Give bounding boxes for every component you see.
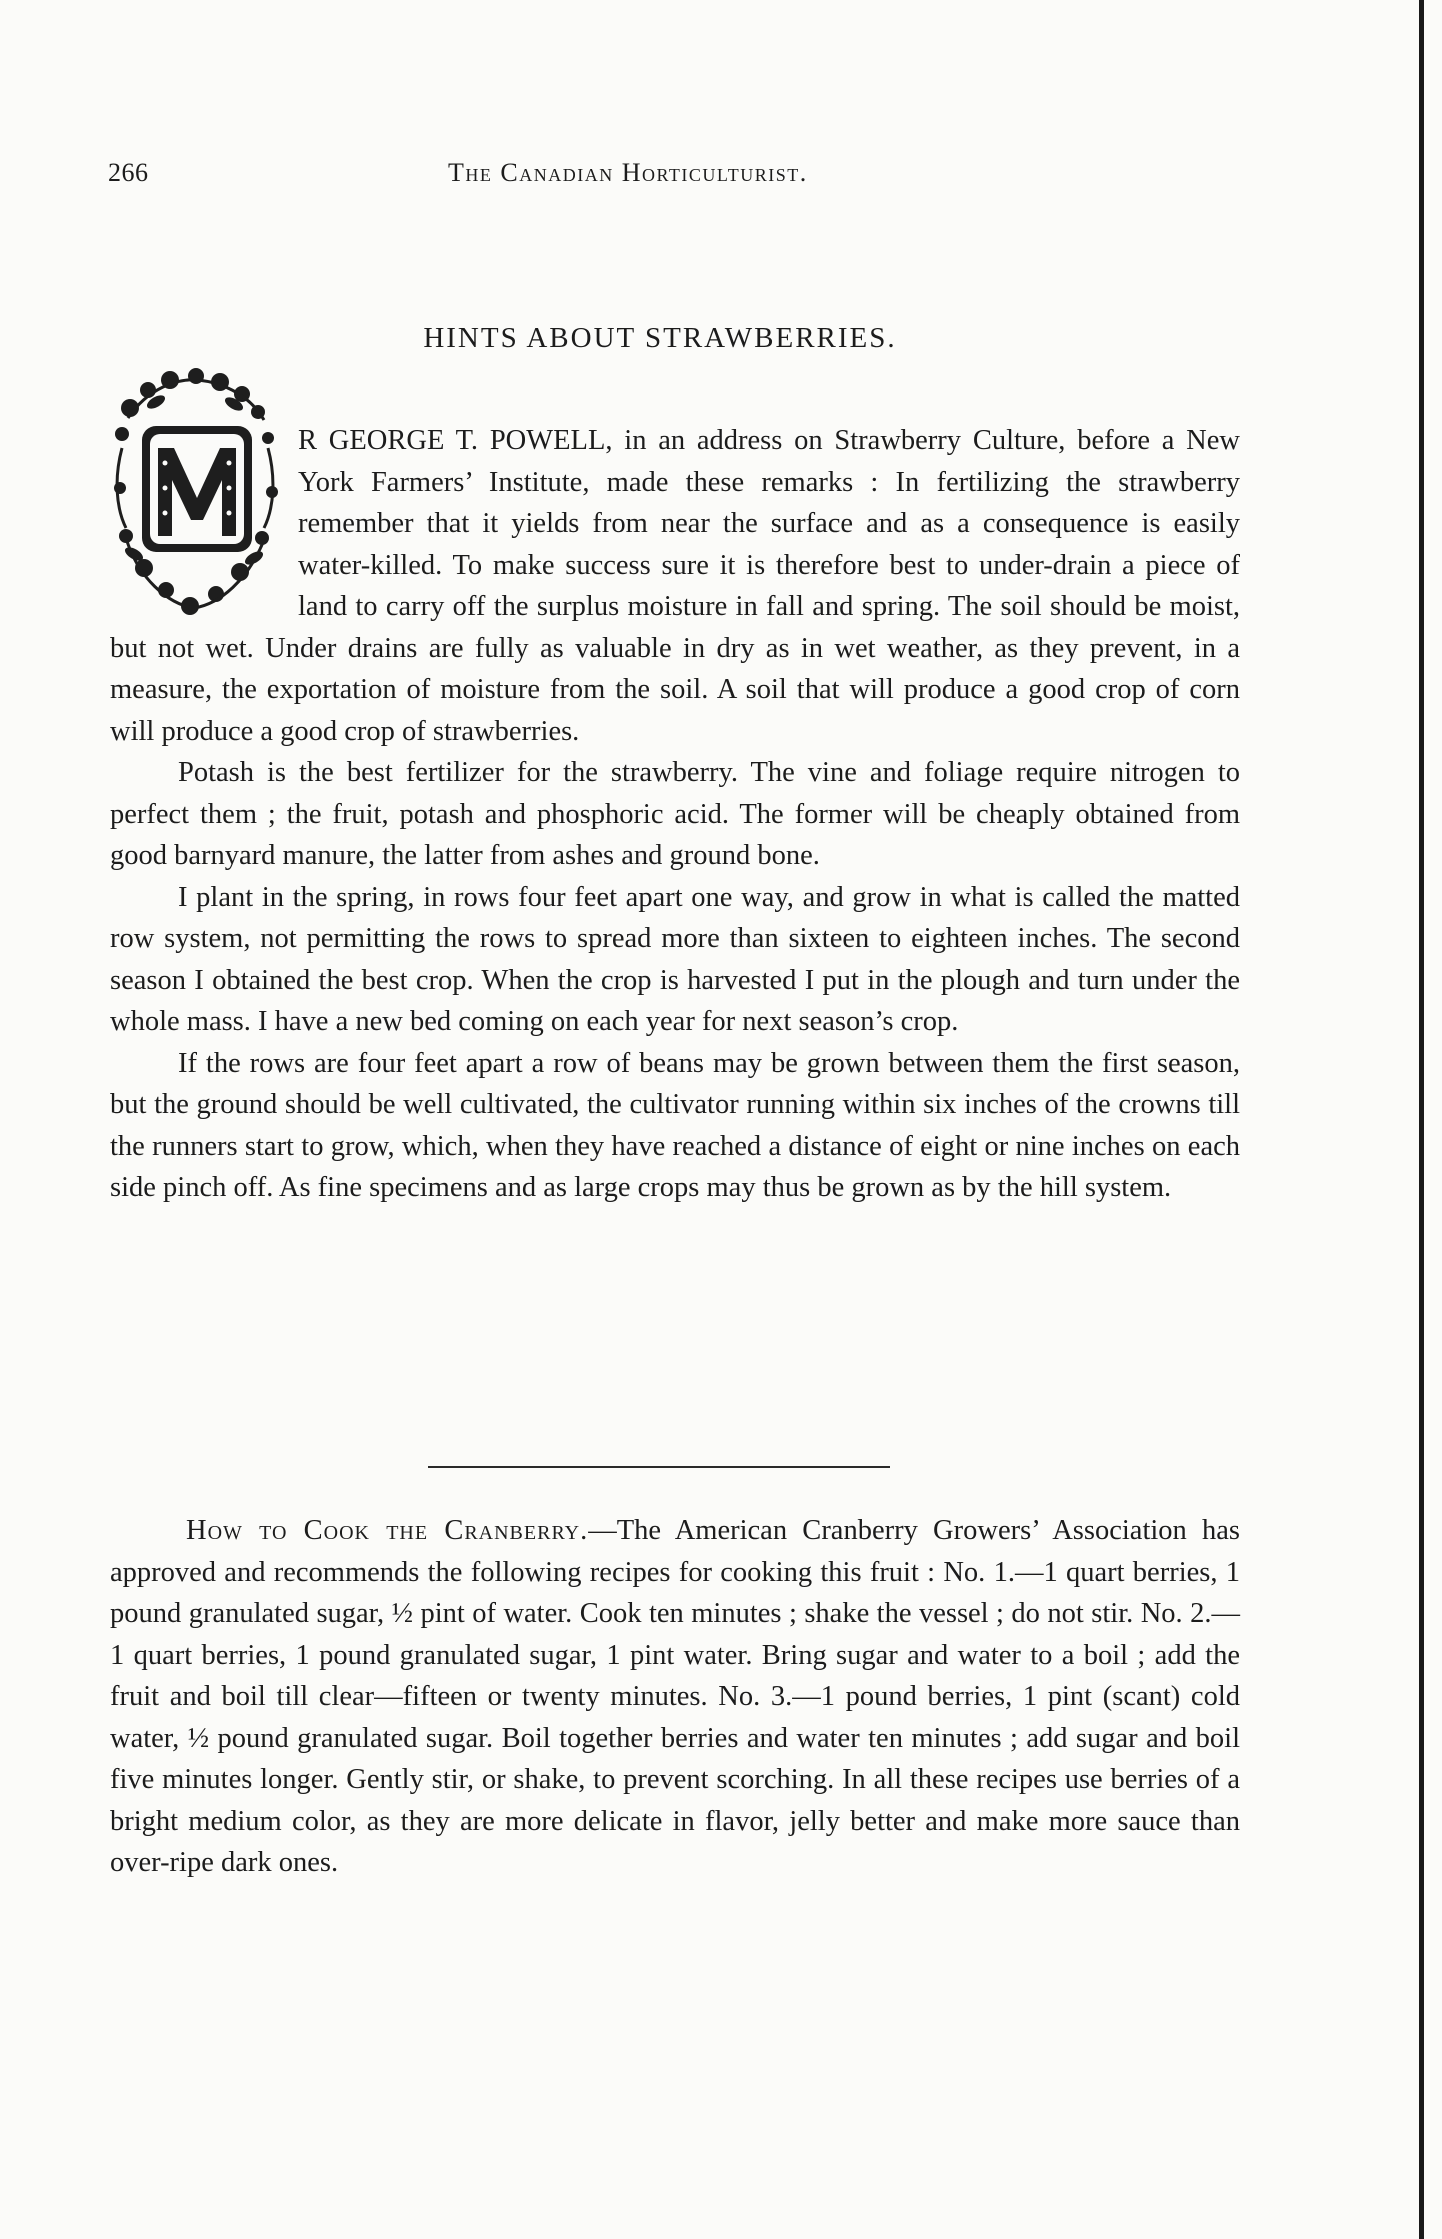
- article-paragraph-1-text: R GEORGE T. POWELL, in an address on Strawberry Culture, before a New York Farmers’ Institute, made these remarks : In fertilizing the strawberry remember that it yields from near the surface and as a consequence is easily water-killed. To make success sure it is therefore best to under-drain a piece of land to carry off the surplus moisture in fall and spring. The soil should be moist, but not wet. Under drains are fully as valuable in dry as in wet weather, as they prevent, in a measure, the exportation of moisture from the soil. A soil that will produce a good crop of corn will produce a good crop of strawberries.: [110, 425, 1240, 747]
- running-head: [108, 158, 1240, 192]
- cranberry-note-paragraph: [110, 1510, 1240, 1884]
- article-title: HINTS ABOUT STRAWBERRIES.: [423, 322, 897, 354]
- article-paragraph-2: Potash is the best fertilizer for the strawberry. The vine and foliage require nitrogen to perfect them ; the fruit, potash and phosphoric acid. The former will be cheaply obtained from good barnyard manure, the latter from ashes and ground bone.: [110, 757, 1240, 871]
- cranberry-note-title: How to Cook the Cranberry.: [186, 1515, 589, 1546]
- article-paragraph-1: [110, 420, 1240, 752]
- cranberry-note-body: —The American Cranberry Growers’ Association has approved and recommends the following recipes for cooking this fruit : No. 1.—1 quart berries, 1 pound granulated sugar, ½ pint of water. Cook ten minutes ; shake the vessel ; do not stir. No. 2.—1 quart berries, 1 pound granulated sugar, 1 pint water. Bring sugar and water to a boil ; add the fruit and boil till clear—fifteen or twenty minutes. No. 3.—1 pound berries, 1 pint (scant) cold water, ½ pound granulated sugar. Boil together berries and water ten minutes ; add sugar and boil five minutes longer. Gently stir, or shake, to prevent scorching. In all these recipes use berries of a bright medium color, as they are more delicate in flavor, jelly better and make more sauce than over-ripe dark ones.: [110, 1515, 1241, 1878]
- article-paragraph-3: I plant in the spring, in rows four feet apart one way, and grow in what is called the matted row system, not permitting the rows to spread more than sixteen to eighteen inches. The second season I obtained the best crop. When the crop is harvested I put in the plough and turn under the whole mass. I have a new bed coming on each year for next season’s crop.: [110, 881, 1240, 1037]
- article-body: [110, 420, 1240, 1209]
- article-paragraph-4: If the rows are four feet apart a row of beans may be grown between them the first season, but the ground should be well cultivated, the cultivator running within six inches of the crowns till the runners start to grow, which, when they have reached a distance of eight or nine inches on each side pinch off. As fine specimens and as large crops may thus be grown as by the hill system.: [110, 1047, 1240, 1203]
- page-edge-shadow: [1419, 0, 1424, 2239]
- section-divider-rule: [428, 1466, 890, 1468]
- page-number: 266: [108, 158, 149, 187]
- ornamental-drop-cap-m-icon: [108, 368, 286, 626]
- journal-title: The Canadian Horticulturist.: [448, 158, 808, 187]
- cranberry-note: [110, 1510, 1240, 1884]
